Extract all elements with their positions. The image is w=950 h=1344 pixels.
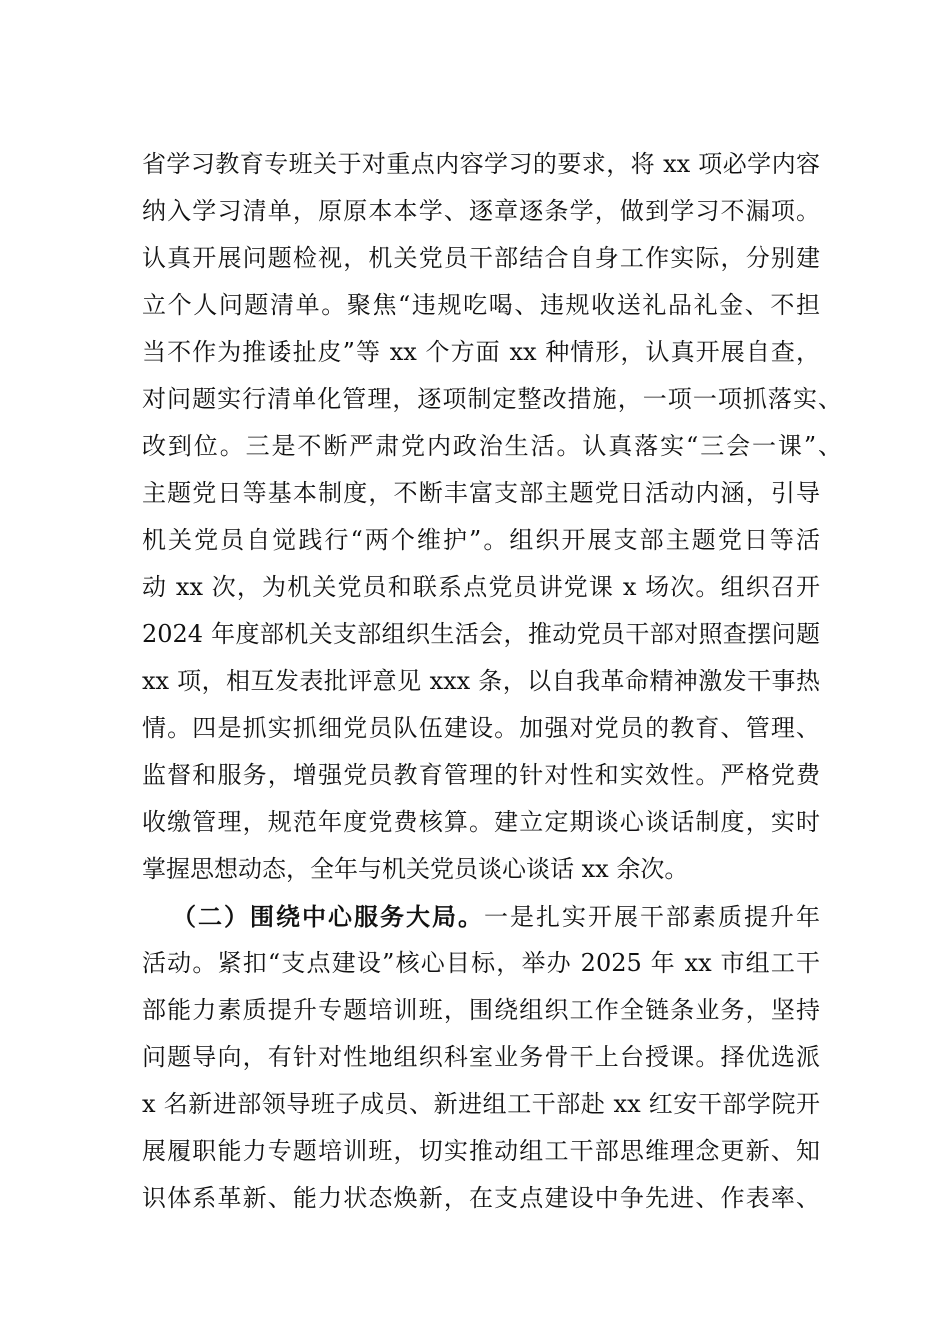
text-line: 活动。紧扣“支点建设”核心目标，举办 2025 年 xx 市组工干 <box>142 949 820 977</box>
text-line: 主题党日等基本制度，不断丰富支部主题党日活动内涵，引导 <box>142 479 820 507</box>
paragraph-party-building <box>142 141 842 893</box>
text-line: 掌握思想动态，全年与机关党员谈心谈话 xx 余次。 <box>142 855 689 883</box>
text-line: 机关党员自觉践行“两个维护”。组织开展支部主题党日等活 <box>142 526 820 554</box>
text-line: 部能力素质提升专题培训班，围绕组织工作全链条业务，坚持 <box>142 996 820 1024</box>
text-line: 识体系革新、能力状态焕新，在支点建设中争先进、作表率、 <box>142 1184 820 1212</box>
text-line: 监督和服务，增强党员教育管理的针对性和实效性。严格党费 <box>142 761 820 789</box>
text-line: 省学习教育专班关于对重点内容学习的要求，将 xx 项必学内容 <box>142 150 820 178</box>
text-line: 问题导向，有针对性地组织科室业务骨干上台授课。择优选派 <box>142 1043 820 1071</box>
text-line: 当不作为推诿扯皮”等 xx 个方面 xx 种情形，认真开展自查， <box>142 338 820 366</box>
paragraph-serve-center <box>142 893 842 1222</box>
text-line: 认真开展问题检视，机关党员干部结合自身工作实际，分别建 <box>142 244 820 272</box>
text-line: 立个人问题清单。聚焦“违规吃喝、违规收送礼品礼金、不担 <box>142 291 820 319</box>
text-line: xx 项，相互发表批评意见 xxx 条，以自我革命精神激发干事热 <box>142 667 820 695</box>
text-line: 动 xx 次，为机关党员和联系点党员讲党课 x 场次。组织召开 <box>142 573 820 601</box>
document-body <box>142 141 842 1222</box>
text-line: 2024 年度部机关支部组织生活会，推动党员干部对照查摆问题 <box>142 620 820 648</box>
text-line: 对问题实行清单化管理，逐项制定整改措施，一项一项抓落实、 <box>142 385 842 413</box>
text-line: 展履职能力专题培训班，切实推动组工干部思维理念更新、知 <box>142 1137 820 1165</box>
text-line: 收缴管理，规范年度党费核算。建立定期谈心谈话制度，实时 <box>142 808 820 836</box>
text-run: 一是扎实开展干部素质提升年 <box>484 903 820 931</box>
text-line: x 名新进部领导班子成员、新进组工干部赴 xx 红安干部学院开 <box>142 1090 820 1118</box>
text-line: 情。四是抓实抓细党员队伍建设。加强对党员的教育、管理、 <box>142 714 820 742</box>
text-line-first <box>142 893 820 940</box>
section-heading: （二）围绕中心服务大局。 <box>172 902 484 931</box>
text-line: 改到位。三是不断严肃党内政治生活。认真落实“三会一课”、 <box>142 432 842 460</box>
text-line: 纳入学习清单，原原本本学、逐章逐条学，做到学习不漏项。 <box>142 197 820 225</box>
